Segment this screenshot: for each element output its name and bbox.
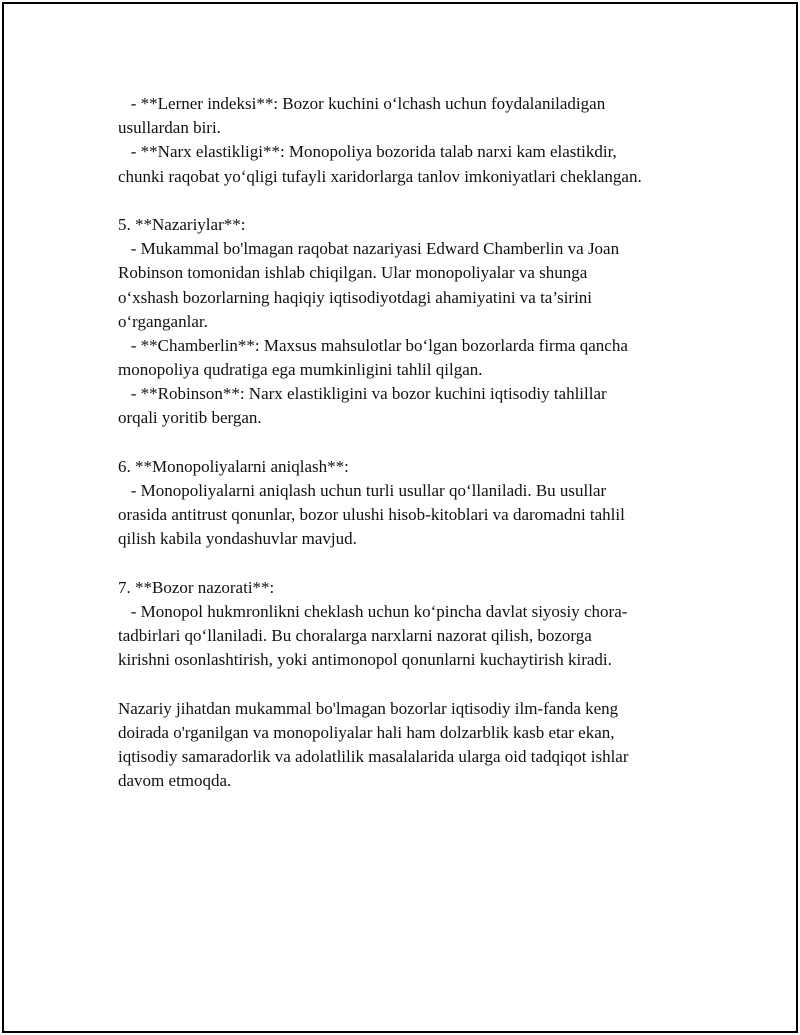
conclusion-line: davom etmoqda. <box>118 771 232 791</box>
text-line: chunki raqobat yo‘qligi tufayli xaridorlarga tanlov imkoniyatlari cheklangan. <box>118 166 642 186</box>
section-heading-7: 7. **Bozor nazorati**: <box>118 577 275 597</box>
conclusion-line: iqtisodiy samaradorlik va adolatlilik masalalarida ularga oid tadqiqot ishlar <box>118 747 629 767</box>
text-line: - **Robinson**: Narx elastikligini va bozor kuchini iqtisodiy tahlillar <box>118 384 607 404</box>
text-line: orasida antitrust qonunlar, bozor ulushi hisob-kitoblari va daromadni tahlil <box>118 505 625 525</box>
text-line: - Mukammal bo'lmagan raqobat nazariyasi Edward Chamberlin va Joan <box>118 239 620 259</box>
text-line: tadbirlari qo‘llaniladi. Bu choralarga narxlarni nazorat qilish, bozorga <box>118 626 592 646</box>
text-line: qilish kabila yondashuvlar mavjud. <box>118 529 357 549</box>
text-line: usullardan biri. <box>118 118 221 138</box>
conclusion-line: doirada o'rganilgan va monopoliyalar hali ham dolzarblik kasb etar ekan, <box>118 722 615 742</box>
text-line: kirishni osonlashtirish, yoki antimonopol qonunlarni kuchaytirish kiradi. <box>118 650 612 670</box>
text-line: o‘rganganlar. <box>118 311 208 331</box>
text-line: orqali yoritib bergan. <box>118 408 262 428</box>
document-body <box>118 92 698 793</box>
blank-line <box>118 673 698 697</box>
text-line: - Monopoliyalarni aniqlash uchun turli usullar qo‘llaniladi. Bu usullar <box>118 481 607 500</box>
conclusion-line: Nazariy jihatdan mukammal bo'lmagan bozorlar iqtisodiy ilm-fanda keng <box>118 698 619 718</box>
section-heading-5: 5. **Nazariylar**: <box>118 214 246 234</box>
text-line: - Monopol hukmronlikni cheklash uchun ko‘pincha davlat siyosiy chora- <box>118 601 628 621</box>
blank-line <box>118 189 698 213</box>
blank-line <box>118 431 698 455</box>
text-line: monopoliya qudratiga ega mumkinligini tahlil qilgan. <box>118 360 483 380</box>
text-line: - **Lerner indeksi**: Bozor kuchini o‘lchash uchun foydalaniladigan <box>118 94 606 113</box>
text-line: o‘xshash bozorlarning haqiqiy iqtisodiyotdagi ahamiyatini va ta’sirini <box>118 287 593 307</box>
text-line: Robinson tomonidan ishlab chiqilgan. Ular monopoliyalar va shunga <box>118 263 588 283</box>
text-line: - **Narx elastikligi**: Monopoliya bozorida talab narxi kam elastikdir, <box>118 142 617 162</box>
blank-line <box>118 552 698 576</box>
section-heading-6: 6. **Monopoliyalarni aniqlash**: <box>118 456 349 476</box>
text-line: - **Chamberlin**: Maxsus mahsulotlar bo‘lgan bozorlarda firma qancha <box>118 335 628 355</box>
